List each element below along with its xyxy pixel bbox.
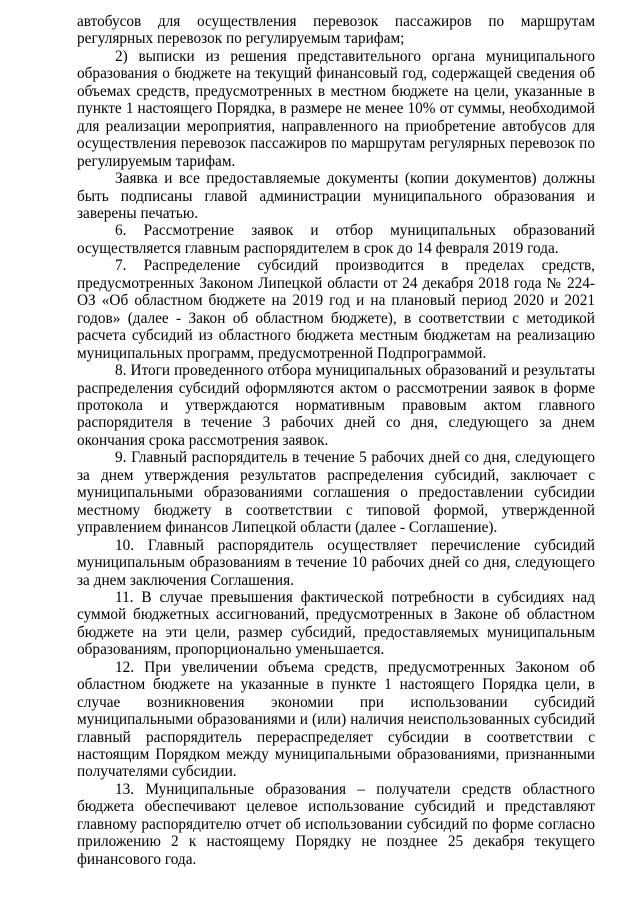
paragraph-continuation: автобусов для осуществления перевозок пассажиров по маршрутам регулярных перевозок по регулируемым тарифам; — [77, 13, 595, 48]
paragraph-9: 9. Главный распорядитель в течение 5 рабочих дней со дня, следующего за днем утверждения результатов распределения субсидий, заключает с муниципальными образованиями соглашения о предоставлении субсидии местному бюджету в соответствии с типовой формой, утвержденной управлением финансов Липецкой области (далее - Соглашение). — [77, 449, 595, 537]
paragraph-7: 7. Распределение субсидий производится в пределах средств, предусмотренных Законом Липецкой области от 24 декабря 2018 года № 224-ОЗ «Об областном бюджете на 2019 год и на плановый период 2020 и 2021 годов» (далее - Закон об областном бюджете), в соответствии с методикой расчета субсидий из областного бюджета местным бюджетам на реализацию муниципальных программ, предусмотренной Подпрограммой. — [77, 257, 595, 362]
paragraph-signature-requirement: Заявка и все предоставляемые документы (копии документов) должны быть подписаны главой администрации муниципального образования и заверены печатью. — [77, 170, 595, 222]
paragraph-13: 13. Муниципальные образования – получатели средств областного бюджета обеспечивают целевое использование субсидий и представляют главному распорядителю отчет об использовании субсидий по форме согласно приложению 2 к настоящему Порядку не позднее 25 декабря текущего финансового года. — [77, 780, 595, 868]
paragraph-8: 8. Итоги проведенного отбора муниципальных образований и результаты распределения субсидий оформляются актом о рассмотрении заявок в форме протокола и утверждаются нормативным правовым актом главного распорядителя в течение 3 рабочих дней со дня, следующего за днем окончания срока рассмотрения заявок. — [77, 362, 595, 449]
paragraph-12: 12. При увеличении объема средств, предусмотренных Законом об областном бюджете на указанные в пункте 1 настоящего Порядка цели, в случае возникновения экономии при использовании субсидий муниципальными образованиями и (или) наличия неиспользованных субсидий главный распорядитель перераспределяет субсидии в соответствии с настоящим Порядком между муниципальными образованиями, признанными получателями субсидии. — [77, 658, 595, 781]
document-body — [77, 13, 595, 868]
paragraph-item-2: 2) выписки из решения представительного органа муниципального образования о бюджете на текущий финансовый год, содержащей сведения об объемах средств, предусмотренных в местном бюджете на цели, указанные в пункте 1 настоящего Порядка, в размере не менее 10% от суммы, необходимой для реализации мероприятия, направленного на приобретение автобусов для осуществления перевозок пассажиров по маршрутам регулярных перевозок по регулируемым тарифам. — [77, 47, 595, 170]
paragraph-10: 10. Главный распорядитель осуществляет перечисление субсидий муниципальным образованиям в течение 10 рабочих дней со дня, следующего за днем заключения Соглашения. — [77, 536, 595, 589]
paragraph-6: 6. Рассмотрение заявок и отбор муниципальных образований осуществляется главным распорядителем в срок до 14 февраля 2019 года. — [77, 222, 595, 257]
paragraph-11: 11. В случае превышения фактической потребности в субсидиях над суммой бюджетных ассигнований, предусмотренных в Законе об областном бюджете на эти цели, размер субсидий, предоставляемых муниципальным образованиям, пропорционально уменьшается. — [77, 588, 595, 659]
